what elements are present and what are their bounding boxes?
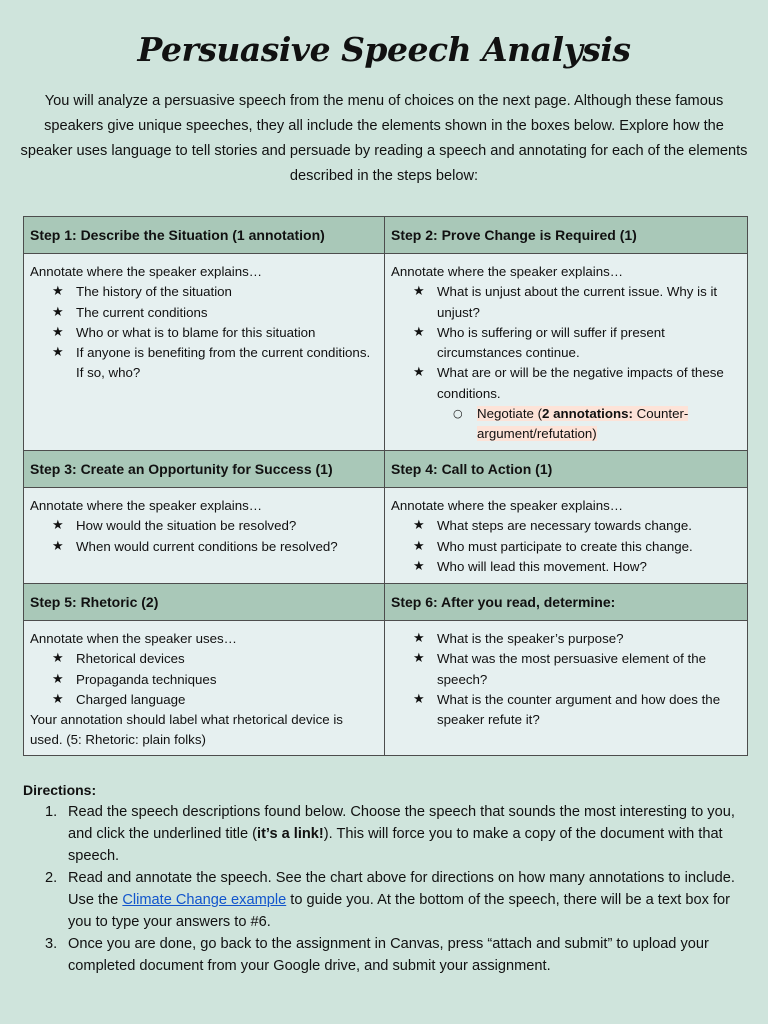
list-item: ★ The current conditions [52,303,378,323]
page-title: Persuasive Speech Analysis [137,30,631,69]
step5-lead: Annotate when the speaker uses… [30,631,237,646]
step1-list [30,282,378,383]
star-bullet-icon: ★ [52,345,64,361]
step2-body [385,254,748,451]
star-bullet-icon: ★ [52,304,64,320]
list-item: ★ What is the counter argument and how does the speaker refute it? [413,691,721,728]
star-bullet-icon: ★ [52,651,64,667]
star-bullet-icon: ★ [52,324,64,340]
step1-heading: Step 1: Describe the Situation (1 annotation) [24,217,385,254]
star-bullet-icon: ★ [413,538,425,554]
step6-heading: Step 6: After you read, determine: [385,584,748,621]
step2-list [391,282,741,444]
list-item: ★ What are or will be the negative impacts of these conditions. ○ Negotiate (2 annotations: Counter-argument/refutation) [413,363,741,444]
step3-lead: Annotate where the speaker explains… [30,498,263,513]
list-item: ★ The history of the situation [52,282,378,302]
list-item [453,404,741,445]
star-bullet-icon: ★ [413,558,425,574]
star-bullet-icon: ★ [413,631,425,646]
star-bullet-icon: ★ [52,538,64,554]
star-bullet-icon: ★ [413,365,425,381]
climate-change-example-link[interactable]: Climate Change example [122,892,287,908]
link-note: it’s a link! [257,826,324,842]
negotiate-highlight: Negotiate (2 annotations: Counter-argument/refutation) [477,406,689,442]
step4-heading: Step 4: Call to Action (1) [385,451,748,488]
list-item: ★ Rhetorical devices [52,649,378,669]
directions-section [23,779,753,977]
step4-list [391,516,741,577]
list-item: 2. Read and annotate the speech. See the chart above for directions on how many annotations to include. Use the Climate Change example to guide you. At the bottom of the speech, there will be a text box for you to type your answers to #6. [45,870,735,930]
list-item: 1. Read the speech descriptions found below. Choose the speech that sounds the most interesting to you, and click the underlined title (it’s a link!). This will force you to make a copy of the document with that speech. [45,804,735,864]
star-bullet-icon: ★ [52,691,64,707]
list-item: ★ What is unjust about the current issue. Why is it unjust? [413,284,718,320]
directions-list [23,801,753,977]
step5-note: Your annotation should label what rhetorical device is used. (5: Rhetoric: plain folks) [30,712,343,748]
list-item: ★ Charged language [52,690,378,710]
directions-title: Directions: [23,782,97,798]
list-item: ★ What steps are necessary towards change. [413,516,741,536]
step2-lead: Annotate where the speaker explains… [391,264,624,279]
step5-heading: Step 5: Rhetoric (2) [24,584,385,621]
step1-body [24,254,385,451]
list-item: ★ When would current conditions be resolved? [52,537,378,557]
step4-body [385,488,748,584]
list-item: ★ Propaganda techniques [52,670,378,690]
star-bullet-icon: ★ [413,284,425,300]
list-item: ★ Who must participate to create this change. [413,537,741,557]
star-bullet-icon: ★ [52,518,64,534]
list-item: ★ Who will lead this movement. How? [413,557,741,577]
step4-lead: Annotate where the speaker explains… [391,498,624,513]
star-bullet-icon: ★ [413,651,425,667]
star-bullet-icon: ★ [413,691,425,707]
list-item: ★ Who is suffering or will suffer if present circumstances continue. [413,324,665,361]
step5-body [24,621,385,756]
step3-heading: Step 3: Create an Opportunity for Success (1) [24,451,385,488]
circle-bullet-icon: ○ [453,407,463,421]
step5-list [30,649,378,710]
step2-heading: Step 2: Prove Change is Required (1) [385,217,748,254]
star-bullet-icon: ★ [413,518,425,534]
step2-sublist [437,404,741,445]
step6-list [391,629,741,730]
list-item: ★ How would the situation be resolved? [52,516,378,536]
list-item: ★ What was the most persuasive element of the speech? [413,651,707,687]
list-item: 3. Once you are done, go back to the assignment in Canvas, press “attach and submit” to upload your completed document from your Google drive, and submit your assignment. [45,936,709,974]
star-bullet-icon: ★ [413,324,425,340]
step6-body [385,621,748,756]
step1-lead: Annotate where the speaker explains… [30,264,263,279]
list-item: ★ If anyone is benefiting from the current conditions. If so, who? [52,345,371,381]
list-item: ★ Who or what is to blame for this situation [52,323,378,343]
list-item: ★ What is the speaker’s purpose? [413,629,741,649]
star-bullet-icon: ★ [52,671,64,687]
intro-paragraph: You will analyze a persuasive speech from the menu of choices on the next page. Although these famous speakers give unique speeches, they all include the elements shown in the boxes below. Explore how the speaker uses language to tell stories and persuade by reading a speech and annotating for each of the elements described in the steps below: [20,93,748,184]
star-bullet-icon: ★ [52,284,64,300]
step3-list [30,516,378,557]
step3-body [24,488,385,584]
steps-table [23,216,748,756]
